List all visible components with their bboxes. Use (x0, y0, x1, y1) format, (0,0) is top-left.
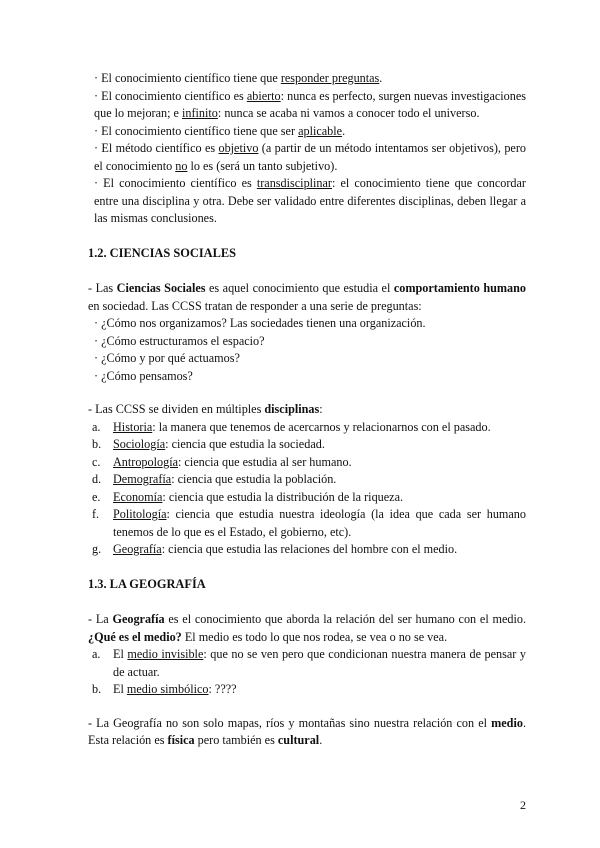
question-item: · ¿Cómo nos organizamos? Las sociedades tienen una organización. (94, 316, 426, 330)
paragraph-geografia-intro: - La Geografía es el conocimiento que aborda la relación del ser humano con el medio. ¿Qué es el medio? El medio es todo lo que nos rodea, se vea o no se vea. (88, 612, 526, 644)
medio-list (88, 646, 526, 699)
bullet-transdisciplinar: · El conocimiento científico es transdisciplinar: el conocimiento tiene que concordar entre una disciplina y otra. Debe ser validado entre diferentes disciplinas, deben llegar a las mismas conclusiones. (94, 176, 526, 225)
document-page (88, 70, 526, 750)
list-item: b. Sociología: ciencia que estudia la sociedad. (92, 437, 325, 451)
list-item: a. Historia: la manera que tenemos de acercarnos y relacionarnos con el pasado. (92, 419, 491, 434)
underlined-term: transdisciplinar (256, 176, 332, 190)
underlined-term: no (175, 158, 188, 173)
list-item: d. Demografía: ciencia que estudia la población. (92, 472, 337, 486)
page-number: 2 (520, 798, 526, 812)
question-item: · ¿Cómo y por qué actuamos? (94, 351, 240, 365)
question-item: · ¿Cómo estructuramos el espacio? (94, 333, 265, 348)
underlined-term: responder preguntas (280, 71, 380, 85)
list-item: g. Geografía: ciencia que estudia las relaciones del hombre con el medio. (92, 542, 458, 556)
section-heading-ciencias-sociales: 1.2. CIENCIAS SOCIALES (88, 245, 237, 260)
bullet-aplicable: · El conocimiento científico tiene que ser aplicable. (94, 123, 346, 138)
paragraph-ciencias-sociales-intro: - Las Ciencias Sociales es aquel conocimiento que estudia el comportamiento humano en sociedad. Las CCSS tratan de responder a una serie de preguntas: (88, 281, 526, 313)
paragraph-geografia-closing: - La Geografía no son solo mapas, ríos y montañas sino nuestra relación con el medio. Esta relación es física pero también es cultural. (88, 715, 526, 747)
list-item: a. El medio invisible: que no se ven pero que condicionan nuestra manera de pensar y de actuar. (92, 647, 526, 679)
list-item: b. El medio simbólico: ???? (92, 682, 237, 696)
disciplines-list (88, 419, 526, 559)
underlined-term: abierto (246, 88, 281, 103)
list-item: c. Antropología: ciencia que estudia al ser humano. (92, 454, 352, 469)
question-item: · ¿Cómo pensamos? (94, 368, 193, 383)
underlined-term: infinito (182, 106, 218, 120)
list-item: e. Economía: ciencia que estudia la distribución de la riqueza. (92, 489, 404, 504)
underlined-term: aplicable (298, 123, 343, 138)
bullet-abierto: · El conocimiento científico es abierto: nunca es perfecto, surgen nuevas investigaciones que lo mejoran; e infinito: nunca se acaba ni vamos a conocer todo el universo. (94, 88, 526, 120)
underlined-term: objetivo (218, 141, 259, 155)
bullet-objetivo: · El método científico es objetivo (a partir de un método intentamos ser objetivos), pero el conocimiento no lo es (será un tanto subjetivo). (94, 141, 526, 173)
section-heading-geografia: 1.3. LA GEOGRAFÍA (88, 576, 206, 591)
list-item: f. Politología: ciencia que estudia nuestra ideología (la idea que cada ser humano tenemos de lo que es el Estado, el gobierno, etc). (92, 507, 526, 539)
bullet-responder: · El conocimiento científico tiene que responder preguntas. (94, 71, 383, 85)
paragraph-disciplinas-intro: - Las CCSS se dividen en múltiples disciplinas: (88, 402, 323, 416)
